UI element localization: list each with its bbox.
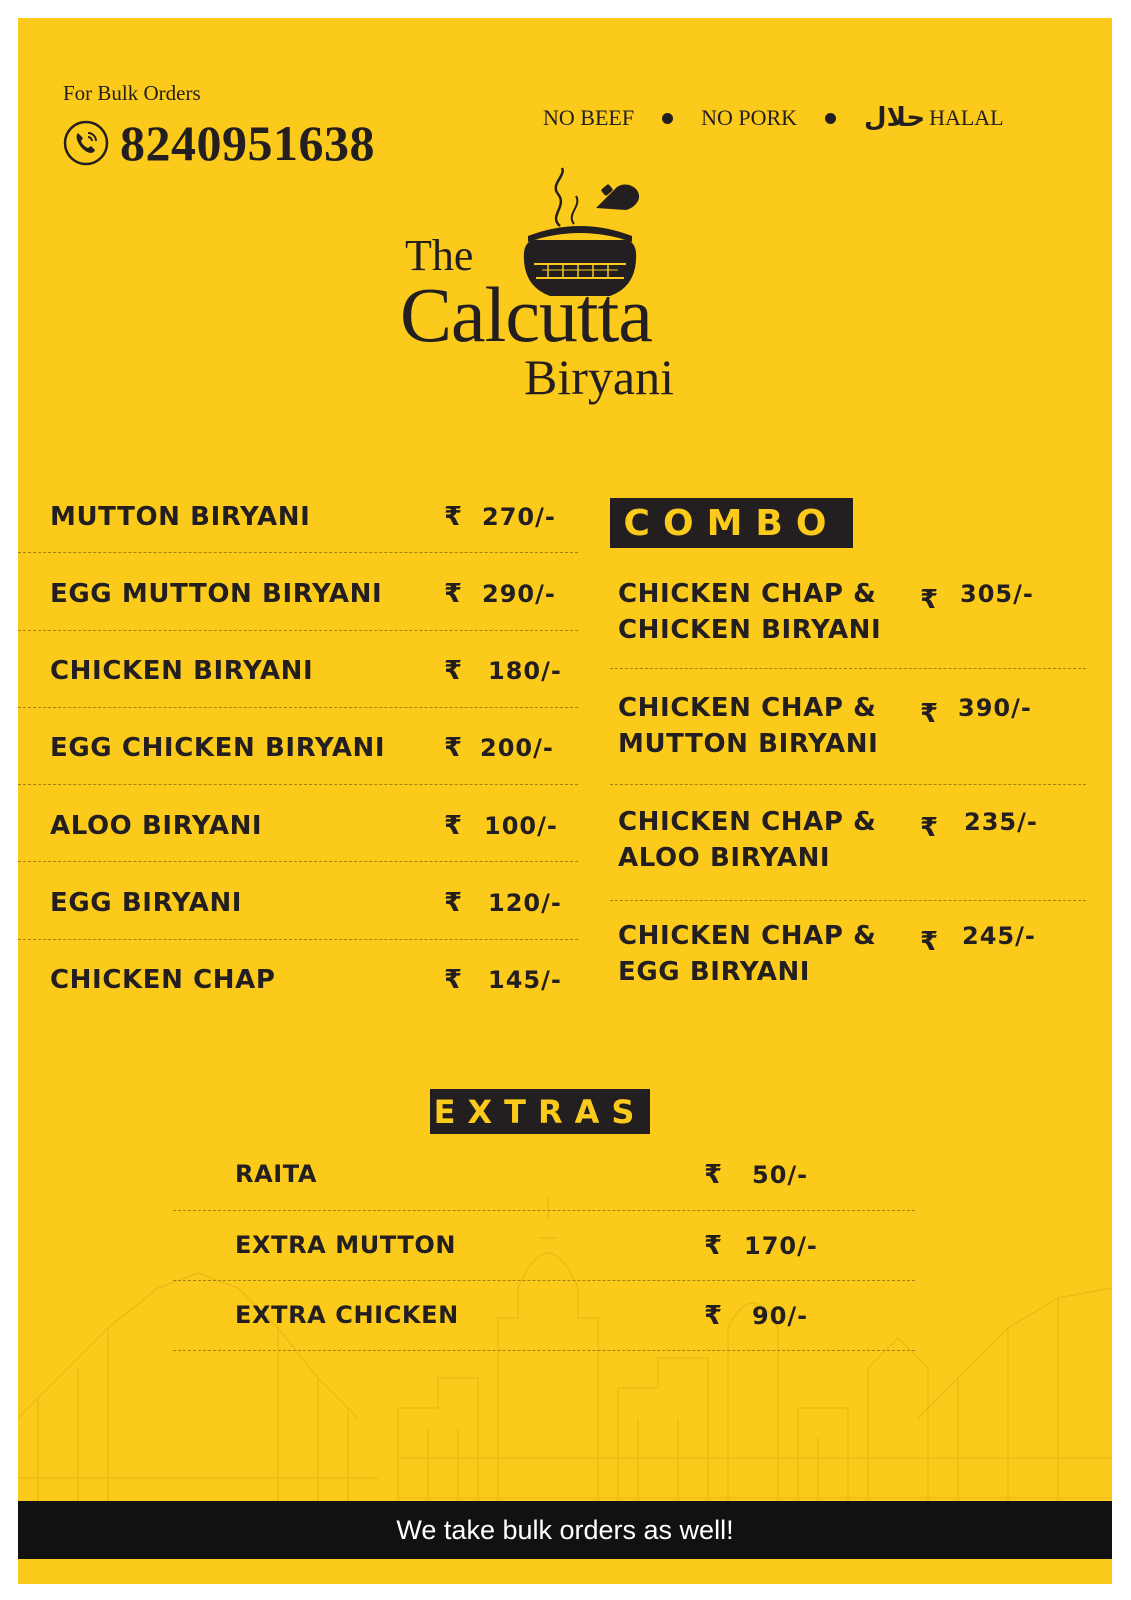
divider (18, 707, 578, 708)
divider (18, 939, 578, 940)
divider (18, 630, 578, 631)
combo-item-line1: CHICKEN CHAP & (618, 807, 877, 837)
rupee-symbol: ₹ (444, 965, 463, 995)
rupee-symbol: ₹ (444, 656, 463, 686)
combo-item-line1: CHICKEN CHAP & (618, 921, 877, 951)
menu-item-name: MUTTON BIRYANI (50, 502, 311, 532)
logo-text-biryani: Biryani (524, 349, 674, 405)
divider (18, 552, 578, 553)
extra-item-price: 50/- (752, 1161, 809, 1189)
menu-item-price: 200/- (480, 734, 554, 762)
rupee-symbol: ₹ (704, 1231, 723, 1261)
phone-row (62, 113, 375, 173)
divider (173, 1280, 915, 1281)
menu-item-name: CHICKEN BIRYANI (50, 656, 314, 686)
extra-item-price: 170/- (744, 1232, 818, 1260)
menu-item-price: 145/- (488, 966, 562, 994)
extra-item-name: EXTRA CHICKEN (235, 1301, 459, 1329)
divider (610, 784, 1086, 785)
rupee-symbol: ₹ (444, 579, 463, 609)
combo-item-price: 235/- (964, 808, 1038, 836)
combo-item-line1: CHICKEN CHAP & (618, 579, 877, 609)
extras-heading: EXTRAS (430, 1089, 650, 1134)
combo-item-line2: ALOO BIRYANI (618, 843, 831, 873)
combo-heading: COMBO (610, 498, 853, 548)
combo-item-line1: CHICKEN CHAP & (618, 693, 877, 723)
halal-label: HALAL (929, 105, 1004, 130)
rupee-symbol: ₹ (920, 585, 939, 615)
menu-item-price: 100/- (484, 812, 558, 840)
combo-item-price: 305/- (960, 580, 1034, 608)
halal-arabic-text: حلال (864, 103, 926, 133)
menu-item-price: 290/- (482, 580, 556, 608)
divider (18, 861, 578, 862)
combo-item-price: 390/- (958, 694, 1032, 722)
no-beef-label: NO BEEF (543, 105, 635, 130)
menu-item-name: EGG MUTTON BIRYANI (50, 579, 383, 609)
rupee-symbol: ₹ (444, 888, 463, 918)
logo-text-the: The (405, 231, 474, 280)
menu-item-name: ALOO BIRYANI (50, 811, 263, 841)
extra-item-name: EXTRA MUTTON (235, 1231, 457, 1259)
menu-item-name: CHICKEN CHAP (50, 965, 276, 995)
extra-item-name: RAITA (235, 1160, 318, 1188)
rupee-symbol: ₹ (920, 927, 939, 957)
divider (18, 784, 578, 785)
bullet-dot (825, 113, 836, 124)
bullet-dot (662, 113, 673, 124)
combo-item-price: 245/- (962, 922, 1036, 950)
combo-item-line2: MUTTON BIRYANI (618, 729, 879, 759)
rupee-symbol: ₹ (704, 1301, 723, 1331)
dietary-info (543, 98, 1004, 138)
rupee-symbol: ₹ (444, 811, 463, 841)
city-skyline-illustration (18, 1178, 1112, 1548)
logo-text-calcutta: Calcutta (400, 271, 652, 358)
combo-item-line2: EGG BIRYANI (618, 957, 811, 987)
extra-item-price: 90/- (752, 1302, 809, 1330)
combo-item-line2: CHICKEN BIRYANI (618, 615, 882, 645)
menu-item-name: EGG CHICKEN BIRYANI (50, 733, 386, 763)
phone-icon (62, 119, 110, 167)
menu-item-name: EGG BIRYANI (50, 888, 243, 918)
divider (610, 668, 1086, 669)
rupee-symbol: ₹ (920, 699, 939, 729)
no-pork-label: NO PORK (701, 105, 798, 130)
rupee-symbol: ₹ (444, 733, 463, 763)
bulk-orders-label: For Bulk Orders (63, 81, 201, 105)
divider (173, 1350, 915, 1351)
menu-item-price: 120/- (488, 889, 562, 917)
rupee-symbol: ₹ (444, 502, 463, 532)
menu-item-price: 180/- (488, 657, 562, 685)
phone-number[interactable]: 8240951638 (120, 115, 375, 171)
rupee-symbol: ₹ (704, 1160, 723, 1190)
divider (173, 1210, 915, 1211)
rupee-symbol: ₹ (920, 813, 939, 843)
footer-banner: We take bulk orders as well! (18, 1501, 1112, 1559)
divider (610, 900, 1086, 901)
menu-sheet (18, 18, 1112, 1584)
menu-item-price: 270/- (482, 503, 556, 531)
